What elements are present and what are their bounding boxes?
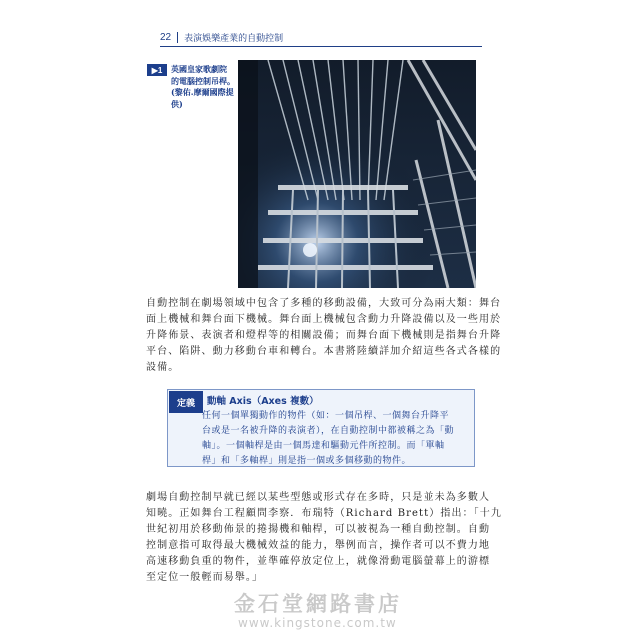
definition-line: 軸」。一個軸桿是由一個馬達和驅動元件所控制。而「單軸 <box>202 441 445 451</box>
paragraph-line: 知曉。正如舞台工程顧問李察．布瑞特（Richard Brett）指出：「十九 <box>146 508 502 519</box>
caption-line: 供) <box>171 98 183 109</box>
watermark-url: www.kingstone.com.tw <box>238 616 397 630</box>
paragraph-line: 升降佈景、表演者和燈桿等的相關設備；而舞台面下機械則是指舞台升降 <box>146 330 502 341</box>
paragraph-line: 面上機械和舞台面下機械。舞台面上機械包含動力升降設備以及一些用於 <box>146 314 502 325</box>
definition-line: 任何一個單獨動作的物件（如：一個吊桿、一個舞台升降平 <box>202 411 450 421</box>
header-rule <box>160 46 482 47</box>
body-paragraph-2 <box>146 490 502 586</box>
watermark-logo: 金石堂網路書店 <box>234 591 402 616</box>
figure-label: ▶1 <box>147 64 167 76</box>
paragraph-line: 至定位一般輕而易舉。」 <box>146 572 264 583</box>
page-number: 22 <box>160 31 172 43</box>
paragraph-line: 劇場自動控制早就已經以某些型態或形式存在多時，只是並未為多數人 <box>146 492 491 503</box>
paragraph-line: 控制意指可取得最大機械效益的能力，舉例而言，操作者可以不費力地 <box>146 540 491 551</box>
definition-line: 台或是一名被升降的表演者），在自動控制中都被稱之為「動 <box>202 426 455 436</box>
chapter-title: 表演娛樂產業的自動控制 <box>184 33 284 44</box>
paragraph-line: 設備。 <box>146 362 180 373</box>
definition-body <box>202 409 470 469</box>
definition-line: 桿」和「多軸桿」則是指一個或多個移動的物件。 <box>202 456 412 466</box>
paragraph-line: 世紀初用於移動佈景的捲揚機和軸桿，可以被視為一種自動控制。自動 <box>146 524 491 535</box>
caption-line: 的電腦控制吊桿。 <box>171 75 235 86</box>
header-divider <box>177 32 178 43</box>
body-paragraph-1 <box>146 296 502 376</box>
paragraph-line: 自動控制在劇場領域中包含了多種的移動設備，大致可分為兩大類：舞台 <box>146 298 502 309</box>
paragraph-line: 高速移動負重的物件，並準確停放定位上，就像滑動電腦螢幕上的游標 <box>146 556 491 567</box>
caption-line: (黎佑.摩爾國際提 <box>171 87 234 97</box>
caption-line: 英國皇家歌劇院 <box>171 64 227 74</box>
definition-tag: 定義 <box>169 391 203 413</box>
figure-caption <box>171 64 241 110</box>
running-header <box>160 30 480 44</box>
fly-tower-photo <box>238 60 476 288</box>
paragraph-line: 平台、陷阱、動力移動台車和轉台。本書將陸續詳加介紹這些各式各樣的 <box>146 346 502 357</box>
definition-title: 動軸 Axis（Axes 複數） <box>207 396 319 407</box>
